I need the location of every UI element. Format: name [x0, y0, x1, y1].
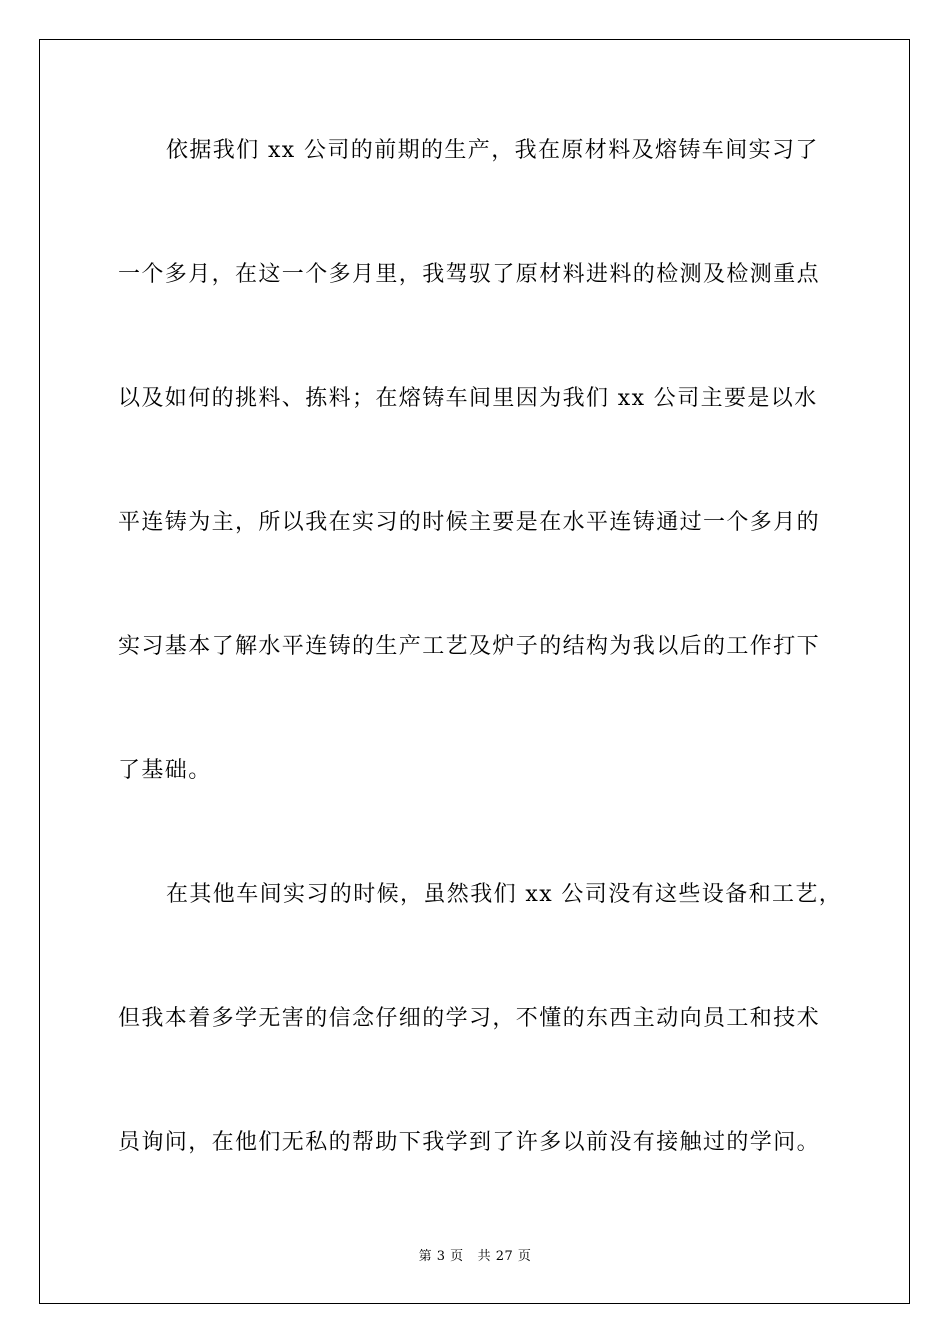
current-page-number: 第 3 页 [418, 1249, 464, 1264]
paragraph-line: 但我本着多学无害的信念仔细的学习，不懂的东西主动向员工和技术 [118, 1006, 821, 1031]
paragraph-line: 在其他车间实习的时候，虽然我们 xx 公司没有这些设备和工艺， [166, 882, 843, 907]
paragraph-line: 了基础。 [118, 758, 212, 783]
page-border [39, 39, 910, 1304]
paragraph-line: 以及如何的挑料、拣料；在熔铸车间里因为我们 xx 公司主要是以水 [118, 386, 818, 411]
paragraph-line: 实习基本了解水平连铸的生产工艺及炉子的结构为我以后的工作打下 [118, 634, 821, 659]
total-pages: 共 27 页 [477, 1249, 532, 1264]
paragraph-line: 依据我们 xx 公司的前期的生产，我在原材料及熔铸车间实习了 [166, 138, 819, 163]
page-footer [0, 1248, 950, 1266]
paragraph-line: 平连铸为主，所以我在实习的时候主要是在水平连铸通过一个多月的 [118, 510, 821, 535]
paragraph-line: 员询问，在他们无私的帮助下我学到了许多以前没有接触过的学问。 [118, 1130, 821, 1155]
paragraph-line: 一个多月，在这一个多月里，我驾驭了原材料进料的检测及检测重点 [118, 262, 821, 287]
